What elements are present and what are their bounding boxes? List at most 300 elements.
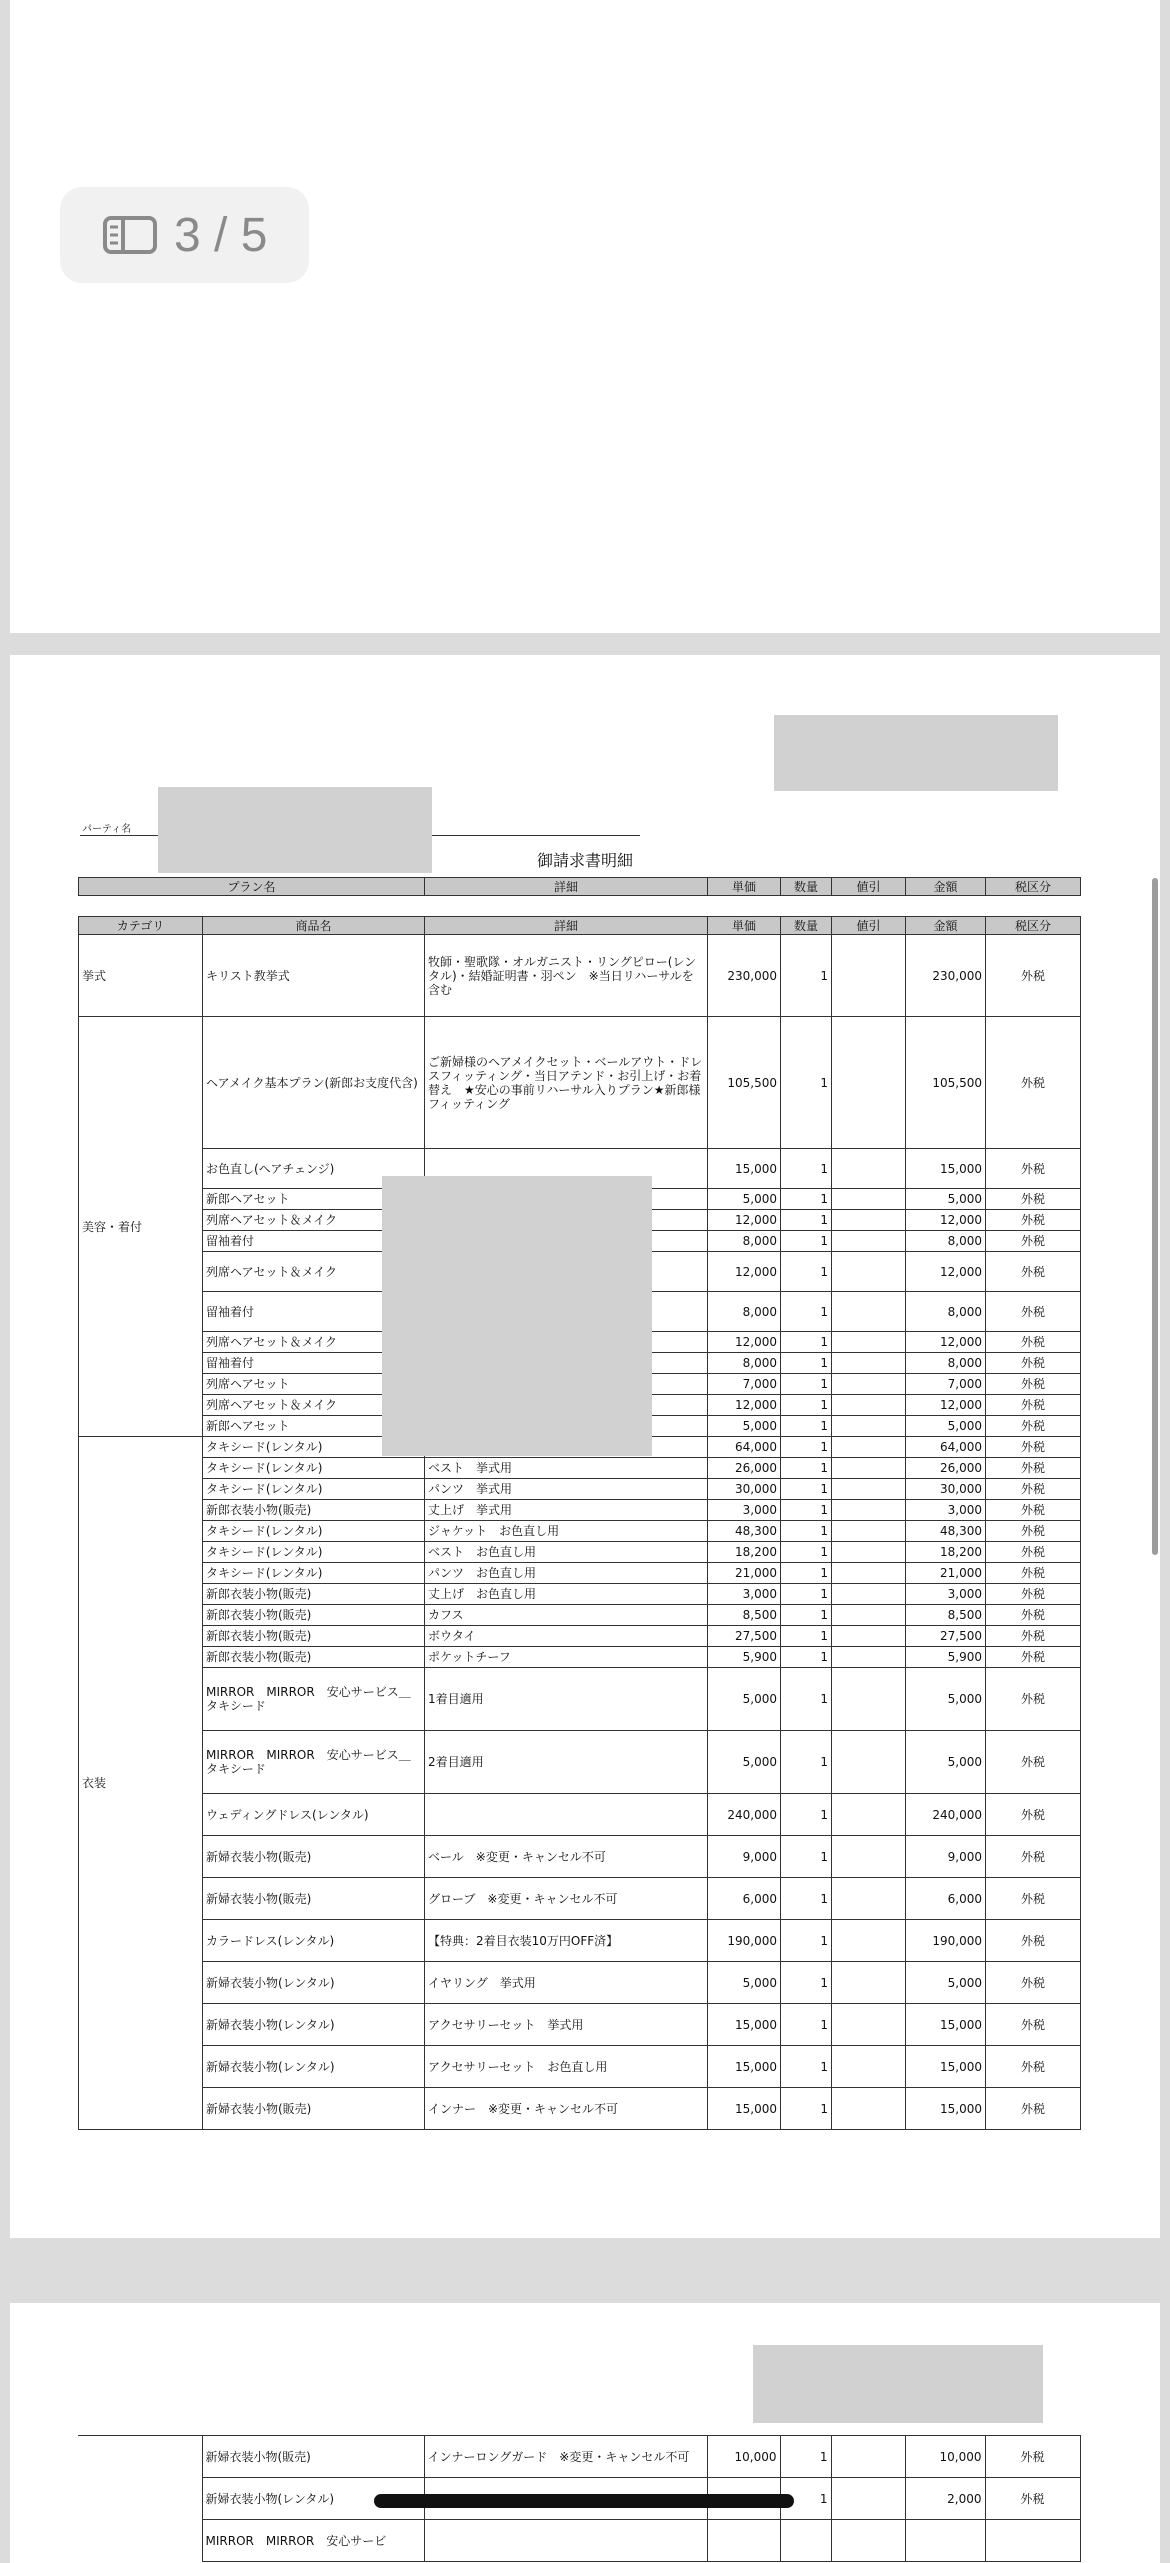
item-detail: 【特典：2着目衣装10万円OFF済】	[425, 1920, 708, 1962]
item-name: 留袖着付	[203, 1353, 425, 1374]
table-row	[79, 1458, 1081, 1479]
amount: 3,000	[906, 1584, 986, 1605]
amount: 10,000	[905, 2436, 985, 2478]
redacted-block	[774, 715, 1058, 791]
plan-header-cell: 単価	[708, 878, 781, 896]
discount	[832, 1668, 906, 1731]
discount	[832, 2088, 906, 2130]
discount	[832, 1252, 906, 1292]
quantity: 1	[781, 1626, 832, 1647]
tax-type: 外税	[986, 1563, 1081, 1584]
quantity: 1	[781, 2004, 832, 2046]
amount: 8,000	[906, 1231, 986, 1252]
table-row	[79, 1479, 1081, 1500]
unit-price: 6,000	[708, 1878, 781, 1920]
unit-price: 5,000	[708, 1189, 781, 1210]
item-detail: グローブ ※変更・キャンセル不可	[425, 1878, 708, 1920]
item-name: 新郎ヘアセット	[203, 1189, 425, 1210]
item-name: 列席ヘアセット＆メイク	[203, 1395, 425, 1416]
discount	[832, 1149, 906, 1189]
unit-price: 48,300	[708, 1521, 781, 1542]
amount: 12,000	[906, 1252, 986, 1292]
item-name: 新婦衣装小物(販売)	[203, 1836, 425, 1878]
discount	[832, 1878, 906, 1920]
quantity: 1	[781, 1395, 832, 1416]
unit-price: 3,000	[708, 1584, 781, 1605]
quantity: 1	[781, 1210, 832, 1231]
item-name: 新郎衣装小物(販売)	[203, 1500, 425, 1521]
discount	[832, 1189, 906, 1210]
category-cell	[78, 2520, 202, 2562]
amount: 8,500	[906, 1605, 986, 1626]
quantity: 1	[781, 2046, 832, 2088]
discount	[832, 1374, 906, 1395]
item-name: 列席ヘアセット＆メイク	[203, 1210, 425, 1231]
tax-type: 外税	[986, 1416, 1081, 1437]
table-header-cell: カテゴリ	[79, 917, 203, 935]
item-detail: 丈上げ お色直し用	[425, 1584, 708, 1605]
quantity: 1	[781, 1647, 832, 1668]
amount: 5,000	[906, 1189, 986, 1210]
tax-type: 外税	[986, 1395, 1081, 1416]
item-name: 新婦衣装小物(販売)	[202, 2436, 424, 2478]
quantity: 1	[781, 1542, 832, 1563]
item-name: 新郎衣装小物(販売)	[203, 1605, 425, 1626]
item-name: 新婦衣装小物(レンタル)	[203, 1962, 425, 2004]
table-row	[79, 2088, 1081, 2130]
quantity: 1	[781, 1500, 832, 1521]
tax-type: 外税	[986, 1017, 1081, 1149]
unit-price: 64,000	[708, 1437, 781, 1458]
item-detail: カフス	[425, 1605, 708, 1626]
table-row	[79, 1668, 1081, 1731]
quantity: 1	[781, 1584, 832, 1605]
unit-price: 10,000	[707, 2436, 780, 2478]
quantity: 1	[781, 1017, 832, 1149]
item-detail: インナー ※変更・キャンセル不可	[425, 2088, 708, 2130]
unit-price: 12,000	[708, 1395, 781, 1416]
item-detail	[425, 1794, 708, 1836]
unit-price: 12,000	[708, 1210, 781, 1231]
item-name: 新婦衣装小物(レンタル)	[203, 2004, 425, 2046]
table-row	[79, 1920, 1081, 1962]
amount: 5,000	[906, 1731, 986, 1794]
tax-type: 外税	[985, 2436, 1080, 2478]
unit-price: 27,500	[708, 1626, 781, 1647]
plan-header-cell: プラン名	[79, 878, 425, 896]
plan-header-cell: 詳細	[425, 878, 708, 896]
quantity: 1	[781, 1878, 832, 1920]
discount	[832, 1332, 906, 1353]
item-name: ヘアメイク基本プラン(新郎お支度代含)	[203, 1017, 425, 1149]
table-row	[79, 1794, 1081, 1836]
amount: 7,000	[906, 1374, 986, 1395]
unit-price: 15,000	[708, 2088, 781, 2130]
tax-type: 外税	[986, 1542, 1081, 1563]
unit-price: 5,900	[708, 1647, 781, 1668]
category-cell	[78, 2436, 202, 2478]
tax-type	[985, 2520, 1080, 2562]
discount	[832, 1836, 906, 1878]
tax-type: 外税	[986, 1626, 1081, 1647]
table-row	[79, 1542, 1081, 1563]
amount: 18,200	[906, 1542, 986, 1563]
quantity: 1	[781, 1521, 832, 1542]
amount: 15,000	[906, 2088, 986, 2130]
page-indicator-text: 3 / 5	[174, 208, 268, 262]
table-row	[79, 1563, 1081, 1584]
item-name: MIRROR MIRROR 安心サービ	[202, 2520, 424, 2562]
amount: 15,000	[906, 1149, 986, 1189]
table-row	[79, 1836, 1081, 1878]
unit-price: 8,000	[708, 1292, 781, 1332]
amount: 21,000	[906, 1563, 986, 1584]
item-name: 新婦衣装小物(販売)	[203, 2088, 425, 2130]
amount: 8,000	[906, 1353, 986, 1374]
amount: 5,000	[906, 1668, 986, 1731]
amount: 5,900	[906, 1647, 986, 1668]
item-name: ウェディングドレス(レンタル)	[203, 1794, 425, 1836]
item-name: タキシード(レンタル)	[203, 1437, 425, 1458]
tax-type: 外税	[986, 1353, 1081, 1374]
quantity: 1	[781, 1668, 832, 1731]
quantity: 1	[781, 1479, 832, 1500]
item-detail: パンツ お色直し用	[425, 1563, 708, 1584]
category-cell	[78, 2478, 202, 2520]
quantity: 1	[781, 1332, 832, 1353]
quantity: 1	[781, 1416, 832, 1437]
table-header-cell: 単価	[708, 917, 781, 935]
table-row	[79, 1731, 1081, 1794]
item-name: 留袖着付	[203, 1292, 425, 1332]
unit-price: 230,000	[708, 935, 781, 1017]
tax-type: 外税	[986, 1794, 1081, 1836]
item-detail: 1着目適用	[425, 1668, 708, 1731]
unit-price: 5,000	[708, 1962, 781, 2004]
tax-type: 外税	[986, 2046, 1081, 2088]
item-detail: ベスト 挙式用	[425, 1458, 708, 1479]
unit-price: 26,000	[708, 1458, 781, 1479]
plan-header-cell: 数量	[781, 878, 832, 896]
quantity: 1	[780, 2478, 831, 2520]
amount: 27,500	[906, 1626, 986, 1647]
quantity: 1	[781, 1189, 832, 1210]
tax-type: 外税	[986, 1210, 1081, 1231]
unit-price: 5,000	[708, 1731, 781, 1794]
unit-price: 105,500	[708, 1017, 781, 1149]
tax-type: 外税	[986, 1500, 1081, 1521]
tax-type: 外税	[986, 1252, 1081, 1292]
unit-price: 15,000	[708, 1149, 781, 1189]
item-detail: ポケットチーフ	[425, 1647, 708, 1668]
table-row	[79, 1626, 1081, 1647]
discount	[832, 1437, 906, 1458]
discount	[832, 1647, 906, 1668]
item-detail: 2着目適用	[425, 1731, 708, 1794]
tax-type: 外税	[986, 1458, 1081, 1479]
item-detail: イヤリング 挙式用	[425, 1962, 708, 2004]
table-row	[79, 1017, 1081, 1149]
quantity: 1	[781, 1149, 832, 1189]
item-name: 留袖着付	[203, 1231, 425, 1252]
item-name: 新婦衣装小物(販売)	[203, 1878, 425, 1920]
item-name: タキシード(レンタル)	[203, 1563, 425, 1584]
tax-type: 外税	[986, 1292, 1081, 1332]
unit-price: 9,000	[708, 1836, 781, 1878]
table-header-cell: 数量	[781, 917, 832, 935]
quantity: 1	[781, 1437, 832, 1458]
item-name: 新郎ヘアセット	[203, 1416, 425, 1437]
plan-header-cell: 値引	[832, 878, 906, 896]
amount: 26,000	[906, 1458, 986, 1479]
category-cell: 美容・着付	[79, 1017, 203, 1437]
amount: 5,000	[906, 1416, 986, 1437]
item-name: カラードレス(レンタル)	[203, 1920, 425, 1962]
tax-type: 外税	[986, 1521, 1081, 1542]
quantity: 1	[781, 1731, 832, 1794]
tax-type: 外税	[986, 1149, 1081, 1189]
item-name: 新郎衣装小物(販売)	[203, 1647, 425, 1668]
table-row	[79, 2046, 1081, 2088]
quantity: 1	[781, 935, 832, 1017]
discount	[832, 1584, 906, 1605]
amount: 64,000	[906, 1437, 986, 1458]
discount	[832, 1794, 906, 1836]
discount	[832, 1479, 906, 1500]
plan-table	[78, 877, 1081, 896]
table-row	[79, 1521, 1081, 1542]
tax-type: 外税	[986, 1437, 1081, 1458]
item-name: 新郎衣装小物(販売)	[203, 1626, 425, 1647]
plan-header-cell: 金額	[906, 878, 986, 896]
tax-type: 外税	[986, 1962, 1081, 2004]
quantity: 1	[781, 1563, 832, 1584]
unit-price: 12,000	[708, 1252, 781, 1292]
item-name: タキシード(レンタル)	[203, 1479, 425, 1500]
tax-type: 外税	[986, 1668, 1081, 1731]
table-header-cell: 詳細	[425, 917, 708, 935]
category-cell: 衣装	[79, 1437, 203, 2130]
discount	[832, 1416, 906, 1437]
pdf-page-2	[10, 0, 1160, 633]
quantity: 1	[781, 1353, 832, 1374]
unit-price: 30,000	[708, 1479, 781, 1500]
quantity: 1	[781, 2088, 832, 2130]
amount: 12,000	[906, 1395, 986, 1416]
table-row	[79, 1647, 1081, 1668]
discount	[832, 1731, 906, 1794]
quantity: 1	[781, 1962, 832, 2004]
amount: 12,000	[906, 1210, 986, 1231]
discount	[831, 2436, 905, 2478]
table-row	[79, 1962, 1081, 2004]
tax-type: 外税	[986, 1332, 1081, 1353]
item-name: タキシード(レンタル)	[203, 1521, 425, 1542]
unit-price: 21,000	[708, 1563, 781, 1584]
document-title: 御請求書明細	[536, 851, 633, 870]
item-name: 新郎衣装小物(販売)	[203, 1584, 425, 1605]
tax-type: 外税	[986, 1605, 1081, 1626]
discount	[832, 1521, 906, 1542]
unit-price: 3,000	[708, 1500, 781, 1521]
table-row	[79, 935, 1081, 1017]
item-name: タキシード(レンタル)	[203, 1542, 425, 1563]
quantity: 1	[781, 1836, 832, 1878]
amount: 15,000	[906, 2004, 986, 2046]
unit-price: 240,000	[708, 1794, 781, 1836]
amount: 3,000	[906, 1500, 986, 1521]
party-name-label: パーティ名	[82, 824, 132, 835]
item-name: タキシード(レンタル)	[203, 1458, 425, 1479]
discount	[832, 1292, 906, 1332]
amount: 240,000	[906, 1794, 986, 1836]
table-row	[79, 1605, 1081, 1626]
amount: 190,000	[906, 1920, 986, 1962]
quantity: 1	[781, 1252, 832, 1292]
tax-type: 外税	[986, 2004, 1081, 2046]
item-name: キリスト教挙式	[203, 935, 425, 1017]
page-indicator[interactable]	[60, 187, 309, 283]
discount	[832, 1395, 906, 1416]
discount	[832, 1210, 906, 1231]
home-indicator[interactable]	[374, 2494, 794, 2508]
tax-type: 外税	[986, 1647, 1081, 1668]
item-detail: ご新婦様のヘアメイクセット・ベールアウト・ドレスフィッティング・当日アテンド・お引上げ・お着替え ★安心の事前リハーサル入りプラン★新郎様フィッティング	[425, 1017, 708, 1149]
pdf-page-3	[10, 655, 1160, 2238]
tax-type: 外税	[986, 1231, 1081, 1252]
amount: 48,300	[906, 1521, 986, 1542]
discount	[832, 1458, 906, 1479]
unit-price: 7,000	[708, 1374, 781, 1395]
quantity	[780, 2520, 831, 2562]
amount: 12,000	[906, 1332, 986, 1353]
tax-type: 外税	[986, 1920, 1081, 1962]
plan-header-cell: 税区分	[986, 878, 1081, 896]
invoice-detail-table	[78, 916, 1081, 2130]
discount	[831, 2520, 905, 2562]
discount	[832, 1563, 906, 1584]
discount	[832, 1605, 906, 1626]
amount: 30,000	[906, 1479, 986, 1500]
unit-price: 5,000	[708, 1668, 781, 1731]
item-detail: パンツ 挙式用	[425, 1479, 708, 1500]
table-row	[79, 1878, 1081, 1920]
redacted-block	[753, 2345, 1043, 2423]
item-name: 新婦衣装小物(レンタル)	[203, 2046, 425, 2088]
amount: 230,000	[906, 935, 986, 1017]
unit-price: 12,000	[708, 1332, 781, 1353]
quantity: 1	[781, 1374, 832, 1395]
table-header-cell: 商品名	[203, 917, 425, 935]
quantity: 1	[781, 1794, 832, 1836]
item-detail: 牧師・聖歌隊・オルガニスト・リングピロー(レンタル)・結婚証明書・羽ペン ※当日リハーサルを含む	[425, 935, 708, 1017]
item-name: 列席ヘアセット	[203, 1374, 425, 1395]
discount	[832, 1962, 906, 2004]
unit-price: 190,000	[708, 1920, 781, 1962]
item-detail: ベスト お色直し用	[425, 1542, 708, 1563]
sidebar-toggle-icon	[102, 215, 158, 255]
unit-price: 5,000	[708, 1416, 781, 1437]
table-header-cell: 値引	[832, 917, 906, 935]
item-detail: アクセサリーセット 挙式用	[425, 2004, 708, 2046]
unit-price: 18,200	[708, 1542, 781, 1563]
discount	[832, 1542, 906, 1563]
item-name: お色直し(ヘアチェンジ)	[203, 1149, 425, 1189]
tax-type: 外税	[986, 1836, 1081, 1878]
item-detail: ベール ※変更・キャンセル不可	[425, 1836, 708, 1878]
item-name: MIRROR MIRROR 安心サービス＿タキシード	[203, 1731, 425, 1794]
discount	[831, 2478, 905, 2520]
vertical-scrollbar[interactable]	[1152, 878, 1158, 1555]
quantity: 1	[781, 1605, 832, 1626]
redacted-block	[382, 1176, 652, 1456]
amount	[905, 2520, 985, 2562]
item-name: 列席ヘアセット＆メイク	[203, 1332, 425, 1353]
unit-price	[707, 2520, 780, 2562]
table-row	[79, 2004, 1081, 2046]
discount	[832, 1920, 906, 1962]
item-name: MIRROR MIRROR 安心サービス＿タキシード	[203, 1668, 425, 1731]
quantity: 1	[781, 1458, 832, 1479]
discount	[832, 1626, 906, 1647]
amount: 8,000	[906, 1292, 986, 1332]
amount: 9,000	[906, 1836, 986, 1878]
category-cell: 挙式	[79, 935, 203, 1017]
amount: 6,000	[906, 1878, 986, 1920]
table-header-cell: 税区分	[986, 917, 1081, 935]
table-row	[79, 1584, 1081, 1605]
discount	[832, 1500, 906, 1521]
item-detail	[424, 2520, 707, 2562]
discount	[832, 1353, 906, 1374]
amount: 15,000	[906, 2046, 986, 2088]
tax-type: 外税	[986, 1479, 1081, 1500]
discount	[832, 2046, 906, 2088]
item-detail: ボウタイ	[425, 1626, 708, 1647]
tax-type: 外税	[986, 935, 1081, 1017]
item-detail: 丈上げ 挙式用	[425, 1500, 708, 1521]
quantity: 1	[781, 1231, 832, 1252]
amount: 105,500	[906, 1017, 986, 1149]
table-row	[78, 2520, 1080, 2562]
item-detail: アクセサリーセット お色直し用	[425, 2046, 708, 2088]
tax-type: 外税	[986, 1731, 1081, 1794]
quantity: 1	[781, 1292, 832, 1332]
tax-type: 外税	[986, 2088, 1081, 2130]
discount	[832, 2004, 906, 2046]
unit-price: 15,000	[708, 2004, 781, 2046]
quantity: 1	[780, 2436, 831, 2478]
tax-type: 外税	[986, 1189, 1081, 1210]
tax-type: 外税	[985, 2478, 1080, 2520]
amount: 2,000	[905, 2478, 985, 2520]
item-detail: ジャケット お色直し用	[425, 1521, 708, 1542]
unit-price: 8,000	[708, 1231, 781, 1252]
amount: 5,000	[906, 1962, 986, 2004]
tax-type: 外税	[986, 1584, 1081, 1605]
unit-price: 15,000	[708, 2046, 781, 2088]
unit-price: 8,000	[708, 1353, 781, 1374]
discount	[832, 1231, 906, 1252]
item-name: 新婦衣装小物(レンタル)	[202, 2478, 424, 2520]
quantity: 1	[781, 1920, 832, 1962]
table-header-cell: 金額	[906, 917, 986, 935]
item-detail: インナーロングガード ※変更・キャンセル不可	[424, 2436, 707, 2478]
table-row	[79, 1500, 1081, 1521]
tax-type: 外税	[986, 1878, 1081, 1920]
pdf-page-4	[10, 2303, 1160, 2563]
table-row	[78, 2436, 1080, 2478]
